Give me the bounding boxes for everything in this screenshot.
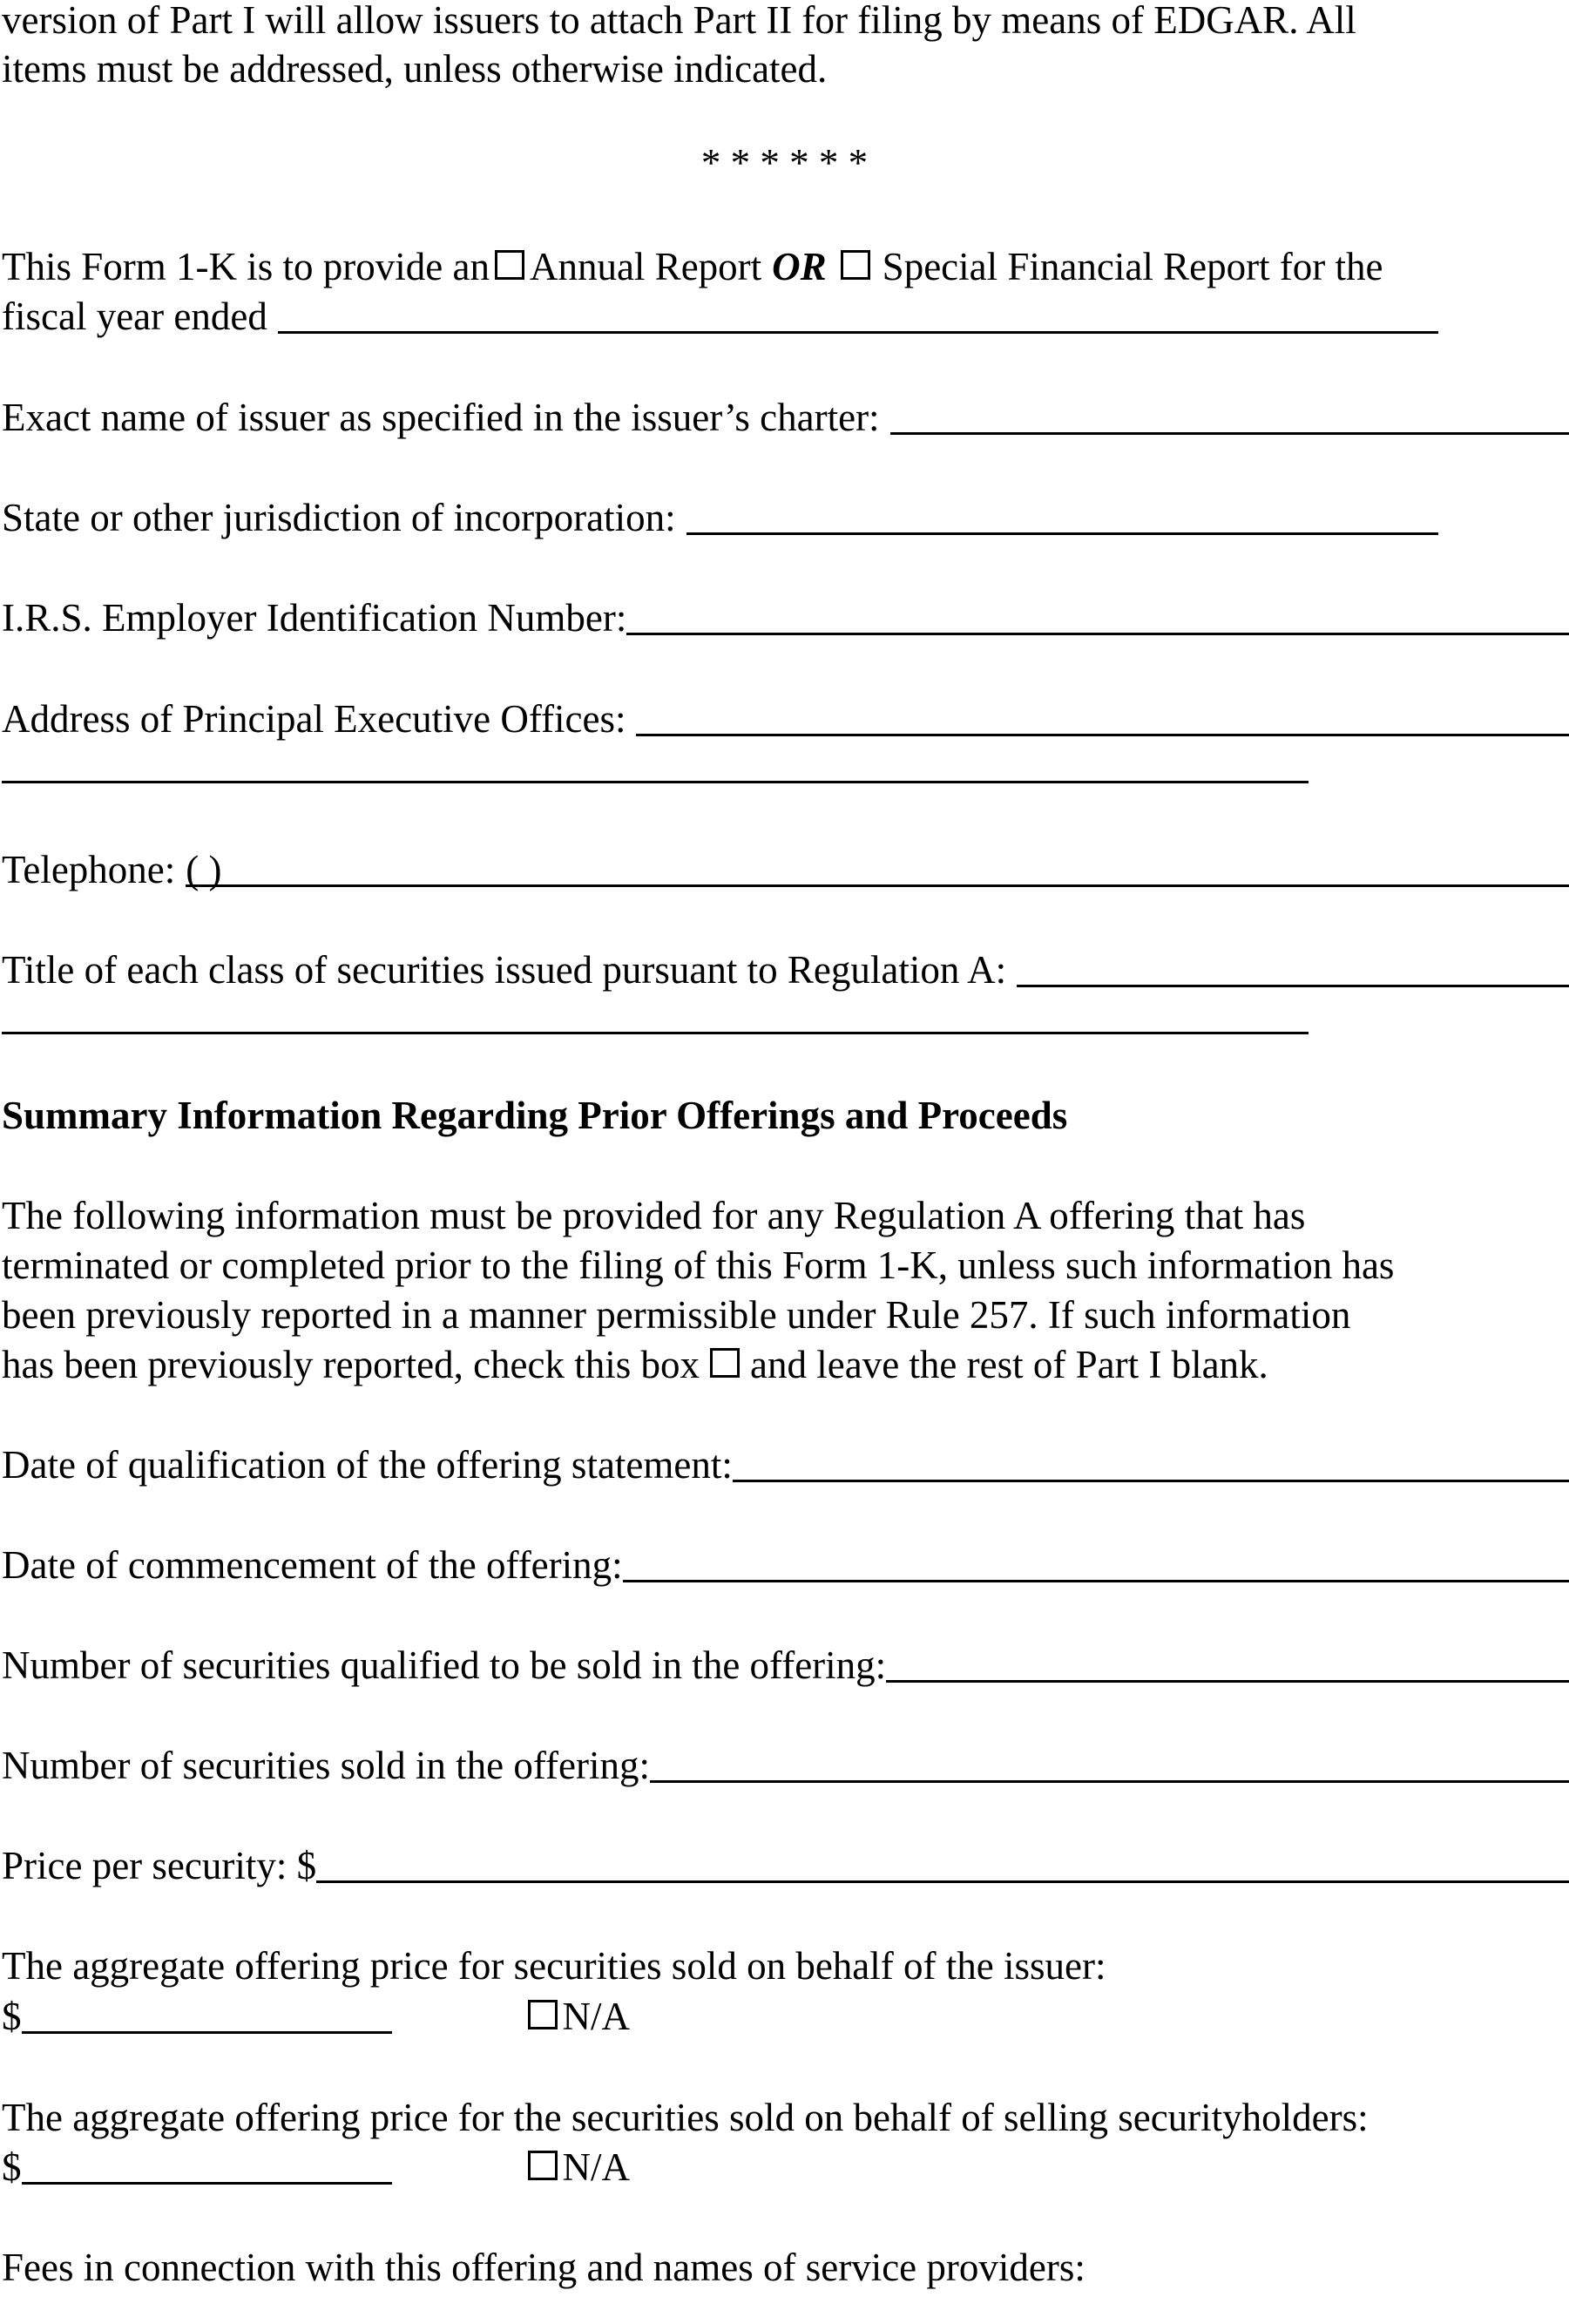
price-per-security-field[interactable] (316, 1840, 1569, 1883)
qualified-count-field[interactable] (886, 1640, 1569, 1683)
qualification-date-line (2, 1440, 1569, 1490)
price-per-security-label: Price per security: $ (2, 1844, 317, 1887)
address-line (2, 694, 1569, 744)
price-per-security-line (2, 1840, 1569, 1891)
ein-line (2, 593, 1569, 643)
issuer-name-field[interactable] (890, 392, 1569, 435)
fiscal-year-line (2, 291, 1438, 342)
previously-reported-checkbox[interactable] (710, 1348, 740, 1378)
ein-label: I.R.S. Employer Identification Number: (2, 596, 627, 640)
telephone-label: Telephone: (2, 848, 176, 891)
or-label: OR (772, 245, 827, 288)
special-report-label: Special Financial Report for the (882, 245, 1383, 288)
issuer-name-line (2, 392, 1569, 443)
qualified-count-line (2, 1640, 1569, 1690)
securities-title-line (2, 945, 1569, 995)
summary-para-line-4 (2, 1339, 1569, 1390)
jurisdiction-line (2, 492, 1438, 543)
address-field[interactable] (636, 694, 1569, 736)
intro-line-2 (2, 44, 1569, 94)
agg-holders-na-label: N/A (562, 2145, 630, 2189)
agg-holders-label: The aggregate offering price for the securities sold on behalf of selling securityholders: (2, 2096, 1369, 2139)
summary-para-text-4a: has been previously reported, check this box (2, 1343, 700, 1386)
summary-heading (2, 1090, 1569, 1141)
report-type-line (2, 241, 1569, 292)
securities-title-label: Title of each class of securities issued pursuant to Regulation A: (2, 948, 1007, 992)
agg-holders-line (2, 2092, 1569, 2143)
summary-para-line-3 (2, 1290, 1569, 1340)
jurisdiction-label: State or other jurisdiction of incorporation: (2, 496, 676, 539)
agg-holders-field-line (2, 2142, 630, 2192)
agg-issuer-field-line (2, 1991, 630, 2042)
commencement-date-line (2, 1540, 1569, 1590)
fees-label: Fees in connection with this offering and names of service providers: (2, 2246, 1085, 2289)
summary-para-text-4b: and leave the rest of Part I blank. (750, 1343, 1268, 1386)
intro-text-1: version of Part I will allow issuers to attach Part II for filing by means of EDGAR. All (2, 0, 1356, 42)
telephone-line (2, 844, 1569, 895)
report-type-prefix: This Form 1-K is to provide an (2, 245, 490, 288)
commencement-date-field[interactable] (623, 1540, 1569, 1582)
securities-title-field-line-2[interactable] (2, 1032, 1309, 1034)
sold-count-line (2, 1740, 1569, 1791)
summary-para-text-1: The following information must be provided for any Regulation A offering that has (2, 1194, 1306, 1237)
annual-report-label: Annual Report (529, 245, 762, 288)
securities-title-field[interactable] (1017, 945, 1569, 987)
agg-issuer-na-checkbox[interactable] (528, 2000, 558, 2029)
commencement-date-label: Date of commencement of the offering: (2, 1543, 623, 1587)
agg-holders-field[interactable] (22, 2142, 392, 2185)
agg-holders-na-checkbox[interactable] (528, 2151, 558, 2180)
fiscal-year-label: fiscal year ended (2, 295, 267, 338)
summary-para-text-3: been previously reported in a manner permissible under Rule 257. If such information (2, 1293, 1351, 1337)
telephone-field[interactable] (222, 844, 1569, 887)
fees-line (2, 2242, 1569, 2293)
intro-text-2: items must be addressed, unless otherwise indicated. (2, 47, 828, 91)
agg-issuer-na-label: N/A (562, 1995, 630, 2038)
agg-issuer-label: The aggregate offering price for securities sold on behalf of the issuer: (2, 1944, 1106, 1988)
agg-issuer-dollar: $ (2, 1995, 22, 2038)
agg-holders-na-group (523, 2142, 631, 2192)
fiscal-year-field[interactable] (278, 291, 1438, 334)
sold-count-field[interactable] (650, 1740, 1569, 1783)
agg-issuer-line (2, 1941, 1569, 1991)
agg-holders-dollar: $ (2, 2145, 22, 2189)
qualification-date-field[interactable] (733, 1440, 1569, 1482)
summary-para-line-2 (2, 1240, 1569, 1291)
address-label: Address of Principal Executive Offices: (2, 697, 626, 741)
agg-issuer-na-group (523, 1991, 631, 2042)
address-field-line-2[interactable] (2, 781, 1309, 783)
jurisdiction-field[interactable] (686, 492, 1438, 535)
qualified-count-label: Number of securities qualified to be sold in the offering: (2, 1643, 887, 1687)
agg-issuer-field[interactable] (22, 1991, 392, 2034)
ein-field[interactable] (626, 593, 1569, 635)
summary-heading-text: Summary Information Regarding Prior Offerings and Proceeds (2, 1094, 1068, 1137)
sold-count-label: Number of securities sold in the offering: (2, 1744, 650, 1787)
annual-report-checkbox[interactable] (495, 250, 524, 280)
qualification-date-label: Date of qualification of the offering statement: (2, 1443, 733, 1487)
issuer-name-label: Exact name of issuer as specified in the issuer’s charter: (2, 396, 880, 439)
summary-para-line-1 (2, 1190, 1569, 1241)
intro-line-1 (2, 0, 1569, 45)
special-report-checkbox[interactable] (841, 250, 870, 280)
separator-stars: * * * * * * (700, 141, 869, 185)
summary-para-text-2: terminated or completed prior to the filing of this Form 1-K, unless such information has (2, 1243, 1395, 1287)
telephone-area-code[interactable]: ( ) (186, 844, 221, 887)
